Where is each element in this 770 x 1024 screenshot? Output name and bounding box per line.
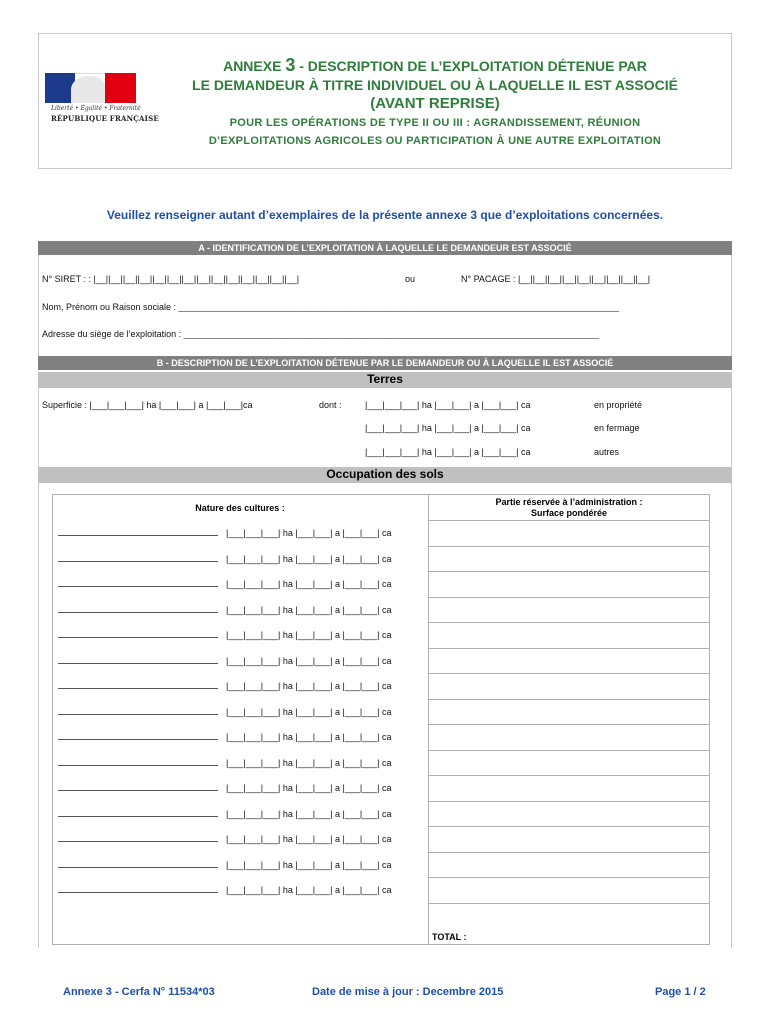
autres-field[interactable]: |___|___|___| ha |___|___| a |___|___| ca: [365, 447, 531, 457]
crop-row[interactable]: [58, 553, 392, 564]
adresse-field[interactable]: Adresse du siège de l’exploitation : ___________________________________________________________________________________: [42, 329, 600, 339]
crop-name-input[interactable]: [58, 731, 218, 740]
superficie-field[interactable]: Superficie : |___|___|___| ha |___|___| a |___|___|ca: [42, 400, 253, 410]
section-a-header: A - IDENTIFICATION DE L’EXPLOITATION À LAQUELLE LE DEMANDEUR EST ASSOCIÉ: [38, 241, 732, 255]
crop-row[interactable]: [58, 884, 392, 895]
crop-surface-field[interactable]: |___|___|___| ha |___|___| a |___|___| ca: [226, 758, 392, 768]
crop-name-input[interactable]: [58, 808, 218, 817]
crop-row[interactable]: [58, 833, 392, 844]
crop-name-input[interactable]: [58, 655, 218, 664]
marianne-icon: [71, 76, 105, 103]
crop-surface-field[interactable]: |___|___|___| ha |___|___| a |___|___| ca: [226, 732, 392, 742]
crop-surface-field[interactable]: |___|___|___| ha |___|___| a |___|___| ca: [226, 554, 392, 564]
propriete-field[interactable]: |___|___|___| ha |___|___| a |___|___| ca: [365, 400, 531, 410]
ou-label: ou: [405, 274, 416, 284]
logo-country: RÉPUBLIQUE FRANÇAISE: [51, 114, 159, 123]
footer-date: Date de mise à jour : Decembre 2015: [312, 986, 504, 998]
footer-page: Page 1 / 2: [655, 986, 706, 998]
section-b-header: B - DESCRIPTION DE L’EXPLOITATION DÉTENUE PAR LE DEMANDEUR OU À LAQUELLE IL EST ASSOCIÉ: [38, 356, 732, 370]
nom-field[interactable]: Nom, Prénom ou Raison sociale : ________________________________________________________________________________________: [42, 302, 620, 312]
crop-name-input[interactable]: [58, 578, 218, 587]
crop-surface-field[interactable]: |___|___|___| ha |___|___| a |___|___| ca: [226, 783, 392, 793]
crop-row[interactable]: [58, 629, 392, 640]
crop-row[interactable]: [58, 604, 392, 615]
crop-row[interactable]: [58, 680, 392, 691]
propriete-label: en propriété: [594, 400, 643, 410]
crop-surface-field[interactable]: |___|___|___| ha |___|___| a |___|___| ca: [226, 681, 392, 691]
crop-name-input[interactable]: [58, 706, 218, 715]
admin-header-line-2: Surface pondérée: [530, 508, 608, 518]
title-line-3: (AVANT REPRISE): [370, 95, 500, 112]
subtitle-line-2: D’EXPLOITATIONS AGRICOLES OU PARTICIPATION À UNE AUTRE EXPLOITATION: [208, 135, 662, 147]
crop-name-input[interactable]: [58, 629, 218, 638]
crop-row[interactable]: [58, 527, 392, 538]
crop-surface-field[interactable]: |___|___|___| ha |___|___| a |___|___| ca: [226, 605, 392, 615]
crop-row[interactable]: [58, 782, 392, 793]
crop-surface-field[interactable]: |___|___|___| ha |___|___| a |___|___| ca: [226, 809, 392, 819]
total-label: TOTAL :: [432, 932, 467, 942]
crop-surface-field[interactable]: |___|___|___| ha |___|___| a |___|___| ca: [226, 656, 392, 666]
crop-row[interactable]: [58, 655, 392, 666]
crop-surface-field[interactable]: |___|___|___| ha |___|___| a |___|___| ca: [226, 885, 392, 895]
crop-row[interactable]: [58, 859, 392, 870]
crop-name-input[interactable]: [58, 604, 218, 613]
crop-surface-field[interactable]: |___|___|___| ha |___|___| a |___|___| ca: [226, 579, 392, 589]
title-line-2: LE DEMANDEUR À TITRE INDIVIDUEL OU À LAQUELLE IL EST ASSOCIÉ: [192, 77, 678, 93]
crop-row[interactable]: [58, 706, 392, 717]
crop-name-input[interactable]: [58, 527, 218, 536]
crop-row[interactable]: [58, 808, 392, 819]
crop-row[interactable]: [58, 578, 392, 589]
nature-cultures-header: Nature des cultures :: [195, 503, 285, 513]
fermage-label: en fermage: [594, 423, 640, 433]
crop-name-input[interactable]: [58, 782, 218, 791]
crop-row[interactable]: [58, 731, 392, 742]
fermage-field[interactable]: |___|___|___| ha |___|___| a |___|___| ca: [365, 423, 531, 433]
crop-name-input[interactable]: [58, 553, 218, 562]
crop-surface-field[interactable]: |___|___|___| ha |___|___| a |___|___| ca: [226, 707, 392, 717]
crop-name-input[interactable]: [58, 859, 218, 868]
crop-name-input[interactable]: [58, 833, 218, 842]
republique-francaise-logo: [45, 73, 159, 127]
crop-surface-field[interactable]: |___|___|___| ha |___|___| a |___|___| ca: [226, 860, 392, 870]
crop-row[interactable]: [58, 757, 392, 768]
pacage-field[interactable]: N° PACAGE : |__||__||__||__||__||__||__||__||__|: [461, 274, 651, 284]
crop-surface-field[interactable]: |___|___|___| ha |___|___| a |___|___| ca: [226, 528, 392, 538]
occupation-header: Occupation des sols: [38, 467, 732, 483]
terres-header: Terres: [38, 372, 732, 388]
crop-surface-field[interactable]: |___|___|___| ha |___|___| a |___|___| ca: [226, 834, 392, 844]
subtitle-line-1: POUR LES OPÉRATIONS DE TYPE II OU III : AGRANDISSEMENT, RÉUNION: [229, 117, 641, 129]
siret-field[interactable]: N° SIRET : : |__||__||__||__||__||__||__||__||__||__||__||__||__||__|: [42, 274, 300, 284]
footer-cerfa: Annexe 3 - Cerfa N° 11534*03: [63, 986, 215, 998]
crop-name-input[interactable]: [58, 884, 218, 893]
crop-name-input[interactable]: [58, 680, 218, 689]
admin-header-line-1: Partie réservée à l’administration :: [495, 497, 643, 507]
dont-label: dont :: [319, 400, 342, 410]
title-line-1: ANNEXE 3 - DESCRIPTION DE L’EXPLOITATION DÉTENUE PAR: [223, 55, 647, 75]
logo-motto: Liberté • Égalité • Fraternité: [51, 105, 141, 112]
autres-label: autres: [594, 447, 620, 457]
crop-name-input[interactable]: [58, 757, 218, 766]
crop-surface-field[interactable]: |___|___|___| ha |___|___| a |___|___| ca: [226, 630, 392, 640]
intro-text: Veuillez renseigner autant d’exemplaires de la présente annexe 3 que d’exploitations concernées.: [106, 208, 664, 222]
